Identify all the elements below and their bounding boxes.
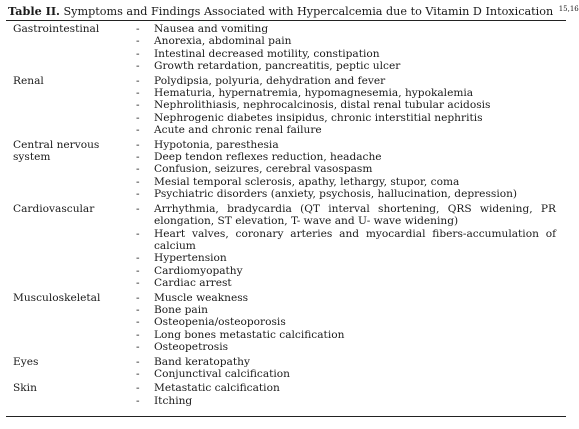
finding-item — [136, 151, 556, 163]
list-dash: - — [136, 47, 140, 60]
finding-text: Polydipsia, polyuria, dehydration and fever — [154, 74, 386, 87]
finding-list — [136, 139, 556, 201]
list-dash: - — [136, 111, 140, 124]
finding-item — [136, 60, 556, 72]
list-dash: - — [136, 35, 140, 48]
finding-text: Nephrogenic diabetes insipidus, chronic interstitial nephritis — [154, 111, 483, 124]
list-dash: - — [136, 303, 140, 316]
list-dash: - — [136, 291, 140, 304]
finding-text: Bone pain — [154, 303, 208, 316]
table-bottom-rule — [6, 416, 566, 417]
finding-item — [136, 23, 556, 35]
finding-text: Osteopenia/osteoporosis — [154, 316, 286, 329]
finding-text: Itching — [154, 394, 193, 407]
finding-item — [136, 75, 556, 87]
list-dash: - — [136, 87, 140, 100]
list-dash: - — [136, 355, 140, 368]
finding-list — [136, 23, 556, 73]
list-dash: - — [136, 23, 140, 35]
finding-item — [136, 112, 556, 124]
finding-item — [136, 228, 556, 253]
finding-text: Nephrolithiasis, nephrocalcinosis, distal renal tubular acidosis — [154, 99, 491, 112]
finding-list — [136, 382, 556, 407]
list-dash: - — [136, 382, 140, 395]
finding-item — [136, 329, 556, 341]
finding-list — [136, 356, 556, 381]
finding-item — [136, 252, 556, 264]
table-row — [0, 75, 573, 137]
finding-text: Heart valves, coronary arteries and myocardial fibers-accumulation of calcium — [154, 227, 556, 252]
table-top-rule — [6, 20, 566, 21]
finding-text: Nausea and vomiting — [154, 23, 269, 35]
finding-item — [136, 203, 556, 228]
finding-item — [136, 48, 556, 60]
finding-item — [136, 341, 556, 353]
list-dash: - — [136, 151, 140, 164]
list-dash: - — [136, 328, 140, 341]
category-label: Eyes — [13, 355, 39, 368]
finding-text: Hypotonia, paresthesia — [154, 138, 279, 151]
finding-list — [136, 292, 556, 354]
list-dash: - — [136, 163, 140, 176]
finding-item — [136, 265, 556, 277]
table-row — [0, 292, 573, 354]
table-row — [0, 382, 573, 407]
list-dash: - — [136, 227, 140, 240]
finding-item — [136, 139, 556, 151]
finding-text: Confusion, seizures, cerebral vasospasm — [154, 163, 373, 176]
finding-text: Long bones metastatic calcification — [154, 328, 345, 341]
list-dash: - — [136, 188, 140, 201]
finding-item — [136, 356, 556, 368]
list-dash: - — [136, 252, 140, 265]
finding-item — [136, 304, 556, 316]
finding-item — [136, 87, 556, 99]
finding-item — [136, 176, 556, 188]
finding-text: Mesial temporal sclerosis, apathy, lethargy, stupor, coma — [154, 175, 460, 188]
finding-item — [136, 316, 556, 328]
category-label: Cardiovascular — [13, 202, 95, 215]
finding-text: Intestinal decreased motility, constipation — [154, 47, 380, 60]
table-row — [0, 139, 573, 201]
finding-text: Band keratopathy — [154, 355, 250, 368]
finding-text: Cardiac arrest — [154, 277, 232, 290]
list-dash: - — [136, 394, 140, 407]
finding-item — [136, 124, 556, 136]
finding-text: Deep tendon reflexes reduction, headache — [154, 151, 382, 164]
list-dash: - — [136, 99, 140, 112]
category-label: Gastrointestinal — [13, 23, 100, 35]
finding-list — [136, 203, 556, 290]
finding-text: Arrhythmia, bradycardia (QT interval shortening, QRS widening, PR elongation, ST elevation, T- wave and U- wave widening) — [154, 202, 556, 228]
finding-item — [136, 163, 556, 175]
finding-text: Osteopetrosis — [154, 341, 229, 354]
reference-superscript: 15,16 — [558, 5, 579, 13]
list-dash: - — [136, 277, 140, 290]
finding-item — [136, 382, 556, 394]
finding-text: Metastatic calcification — [154, 382, 280, 395]
category-label: Skin — [13, 382, 37, 395]
list-dash: - — [136, 316, 140, 329]
finding-text: Anorexia, abdominal pain — [154, 35, 292, 48]
finding-list — [136, 75, 556, 137]
finding-item — [136, 292, 556, 304]
finding-text: Hypertension — [154, 252, 227, 265]
list-dash: - — [136, 138, 140, 151]
table-title: Symptoms and Findings Associated with Hypercalcemia due to Vitamin D Intoxication — [63, 5, 554, 18]
table-body — [0, 23, 573, 409]
finding-item — [136, 277, 556, 289]
finding-item — [136, 368, 556, 380]
finding-text: Acute and chronic renal failure — [154, 124, 322, 137]
finding-item — [136, 99, 556, 111]
list-dash: - — [136, 60, 140, 73]
category-label: Central nervous system — [13, 138, 100, 164]
finding-item — [136, 395, 556, 407]
finding-text: Psychiatric disorders (anxiety, psychosis, hallucination, depression) — [154, 188, 518, 201]
category-label: Renal — [13, 74, 44, 87]
list-dash: - — [136, 264, 140, 277]
table-label: Table II. — [8, 4, 60, 18]
table-row — [0, 356, 573, 381]
finding-item — [136, 35, 556, 47]
category-label: Musculoskeletal — [13, 291, 101, 304]
list-dash: - — [136, 202, 140, 215]
finding-text: Cardiomyopathy — [154, 264, 243, 277]
list-dash: - — [136, 367, 140, 380]
finding-text: Conjunctival calcification — [154, 367, 290, 380]
list-dash: - — [136, 341, 140, 354]
finding-text: Hematuria, hypernatremia, hypomagnesemia, hypokalemia — [154, 87, 474, 100]
table-row — [0, 203, 573, 290]
table-row — [0, 23, 573, 73]
list-dash: - — [136, 124, 140, 137]
finding-item — [136, 188, 556, 200]
list-dash: - — [136, 74, 140, 87]
finding-text: Growth retardation, pancreatitis, peptic ulcer — [154, 60, 401, 73]
table-caption — [8, 3, 579, 20]
list-dash: - — [136, 175, 140, 188]
finding-text: Muscle weakness — [154, 291, 249, 304]
